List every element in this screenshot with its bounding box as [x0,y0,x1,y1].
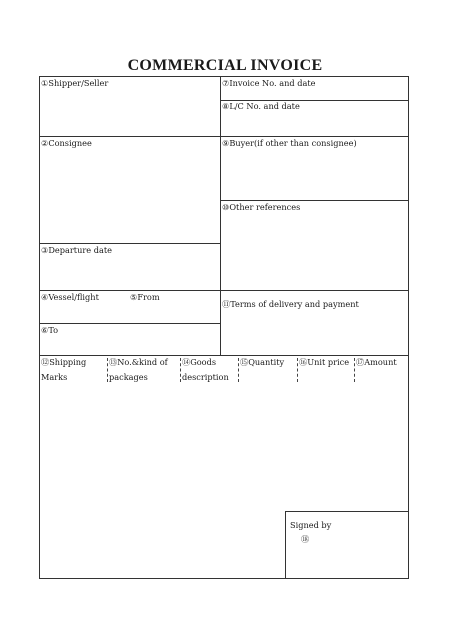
form-border-bottom [39,578,409,579]
shipper-label: ①Shipper/Seller [41,78,109,88]
col-shipping-marks [41,356,86,384]
col-packages [109,356,168,384]
rule-vessel-bottom [39,323,221,324]
from-label: ⑤From [130,292,160,302]
col-packages-line2: packages [109,372,148,382]
col-quantity: ⑮Quantity [240,357,285,367]
col-goods-line2: description [182,372,229,382]
col-sep-3 [238,358,239,382]
signed-by-label: Signed by [290,520,332,530]
col-sep-5 [354,358,355,382]
col-packages-line1: ⑬No.&kind of [109,357,168,367]
col-amount: ⑰Amount [356,357,397,367]
col-sep-2 [180,358,181,382]
signature-number: ⑱ [301,534,310,544]
center-divider [220,76,221,356]
col-goods-line1: ⑭Goods [182,357,217,367]
to-label: ⑥To [41,325,59,335]
form-border-right [408,76,409,579]
departure-label: ③Departure date [41,245,112,255]
page-title: COMMERCIAL INVOICE [127,57,323,74]
col-unit-price: ⑯Unit price [299,357,350,367]
col-sep-4 [297,358,298,382]
signature-box-left [285,511,286,579]
buyer-label: ⑨Buyer(if other than consignee) [222,138,357,148]
consignee-label: ②Consignee [41,138,92,148]
vessel-label: ④Vessel/flight [41,292,99,302]
col-goods [182,356,229,384]
other-refs-label: ⑩Other references [222,202,301,212]
terms-label: ⑪Terms of delivery and payment [222,299,359,309]
lc-no-label: ⑧L/C No. and date [222,101,300,111]
signature-box-top [285,511,409,512]
col-sep-1 [107,358,108,382]
col-shipping-marks-line1: ⑫Shipping [41,357,87,367]
form-border-left [39,76,40,579]
col-shipping-marks-line2: Marks [41,372,68,382]
invoice-no-label: ⑦Invoice No. and date [222,78,316,88]
